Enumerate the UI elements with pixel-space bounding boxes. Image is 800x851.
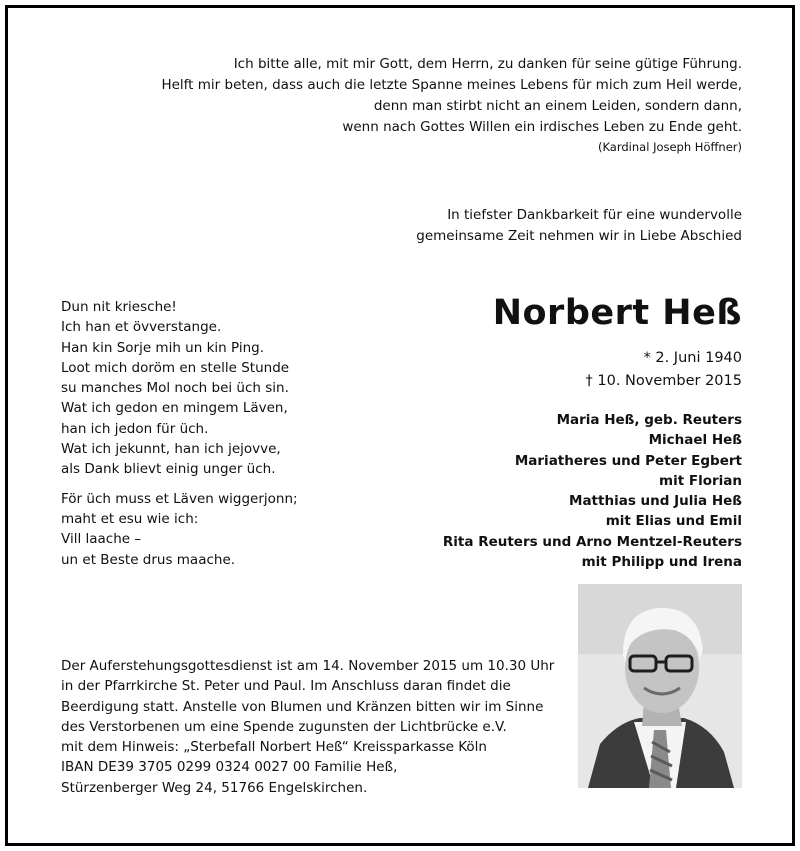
portrait-illustration [578,584,742,788]
service-line: in der Pfarrkirche St. Peter und Paul. Im Anschluss daran findet die [61,678,511,695]
mourner-line: Matthias und Julia Heß [569,493,742,510]
mourner-line: Michael Heß [648,432,742,449]
mourner-line: Maria Heß, geb. Reuters [556,412,742,428]
service-info [61,656,554,798]
poem-block [61,297,298,579]
poem-line: Loot mich doröm en stelle Stunde [61,359,290,376]
service-line: des Verstorbenen um eine Spende zugunsten der Lichtbrücke e.V. [61,718,507,735]
portrait-photo [578,584,742,788]
service-line: mit dem Hinweis: „Sterbefall Norbert Heß“ Kreissparkasse Köln [61,739,487,756]
quote-line: wenn nach Gottes Willen ein irdisches Leben zu Ende geht. [342,119,742,135]
poem-line: Vill laache – [61,531,142,548]
poem-line: För üch muss et Läven wiggerjonn; [61,490,298,507]
deceased-name: Norbert Heß [492,293,742,333]
quote-source: (Kardinal Joseph Höffner) [597,140,742,154]
farewell-line: gemeinsame Zeit nehmen wir in Liebe Abschied [416,228,742,244]
poem-line: un et Beste drus maache. [61,551,236,568]
farewell-block [416,205,742,247]
mourner-line: mit Elias und Emil [605,513,742,530]
mourner-line: Rita Reuters und Arno Mentzel-Reuters [442,533,742,550]
mourner-line: Mariatheres und Peter Egbert [514,452,742,469]
mourner-line: mit Florian [659,472,742,489]
poem-line: han ich jedon für üch. [61,420,209,437]
service-line: IBAN DE39 3705 0299 0324 0027 00 Familie Heß, [61,759,398,776]
poem-stanza [61,489,298,570]
quote-line: Helft mir beten, dass auch die letzte Spanne meines Lebens für mich zum Heil werde, [161,77,742,93]
service-line: Der Auferstehungsgottesdienst ist am 14. November 2015 um 10.30 Uhr [61,658,555,674]
poem-stanza [61,297,298,480]
mourner-line: mit Philipp und Irena [581,554,742,571]
poem-line: Ich han et övverstange. [61,319,222,336]
birth-date: * 2. Juni 1940 [643,350,742,366]
quote-line: denn man stirbt nicht an einem Leiden, sondern dann, [373,98,742,114]
service-line: Stürzenberger Weg 24, 51766 Engelskirchen. [61,779,368,796]
poem-line: Han kin Sorje mih un kin Ping. [61,339,264,356]
poem-line: als Dank blievt einig unger üch. [61,461,276,478]
quote-block [161,54,742,156]
death-date: † 10. November 2015 [585,373,742,389]
poem-line: su manches Mol noch bei üch sin. [61,380,289,397]
farewell-line: In tiefster Dankbarkeit für eine wundervolle [447,207,742,223]
service-line: Beerdigung statt. Anstelle von Blumen und Kränzen bitten wir im Sinne [61,698,544,715]
poem-line: Dun nit kriesche! [61,299,177,315]
quote-line: Ich bitte alle, mit mir Gott, dem Herrn, zu danken für seine gütige Führung. [233,56,742,72]
life-dates [586,347,742,393]
poem-line: Wat ich gedon en mingem Läven, [61,400,288,417]
poem-line: maht et esu wie ich: [61,510,199,527]
mourners-list [443,410,742,572]
poem-line: Wat ich jekunnt, han ich jejovve, [61,441,281,458]
